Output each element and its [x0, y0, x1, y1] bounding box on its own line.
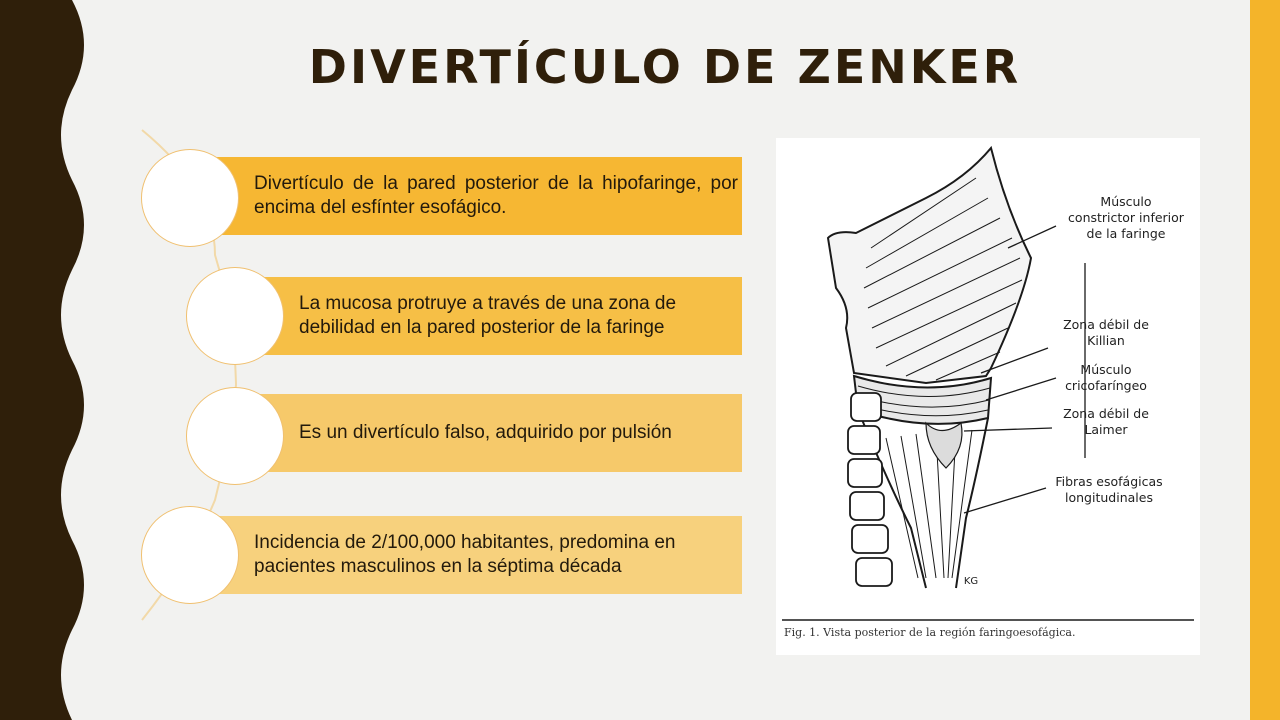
label-zona-killian: Zona débil de Killian: [1063, 317, 1149, 348]
bullet-card-2: [240, 277, 742, 355]
bullet-text-4: Incidencia de 2/100,000 habitantes, predomina en pacientes masculinos en la séptima década: [254, 532, 676, 577]
figure-caption: Fig. 1. Vista posterior de la región faringoesofágica.: [784, 626, 1076, 639]
bullet-card-4: [200, 516, 742, 594]
bullet-circle-4: [141, 506, 239, 604]
bullet-card-3: [240, 394, 742, 472]
bullet-circle-1: [141, 149, 239, 247]
label-zona-laimer: Zona débil de Laimer: [1063, 406, 1149, 437]
bullet-text-2: La mucosa protruye a través de una zona de debilidad en la pared posterior de la faringe: [299, 293, 677, 338]
label-musculo-constrictor: Músculo constrictor inferior de la faringe: [1068, 194, 1184, 241]
bullet-circle-2: [186, 267, 284, 365]
bullet-text-3: Es un divertículo falso, adquirido por pulsión: [299, 422, 672, 443]
accent-bar: [1250, 0, 1280, 720]
bullet-card-1: [200, 157, 742, 235]
bullet-text-1: Divertículo de la pared posterior de la hipofaringe, por encima del esfínter esofágico.: [254, 173, 738, 218]
anatomy-figure: [776, 138, 1200, 655]
label-musculo-cricofaringeo: Músculo cricofaríngeo: [1065, 362, 1147, 393]
label-fibras-esofagicas: Fibras esofágicas longitudinales: [1055, 474, 1163, 505]
artist-signature: KG: [963, 576, 979, 587]
bullet-circle-3: [186, 387, 284, 485]
page-title: DIVERTÍCULO DE ZENKER: [308, 40, 1022, 94]
